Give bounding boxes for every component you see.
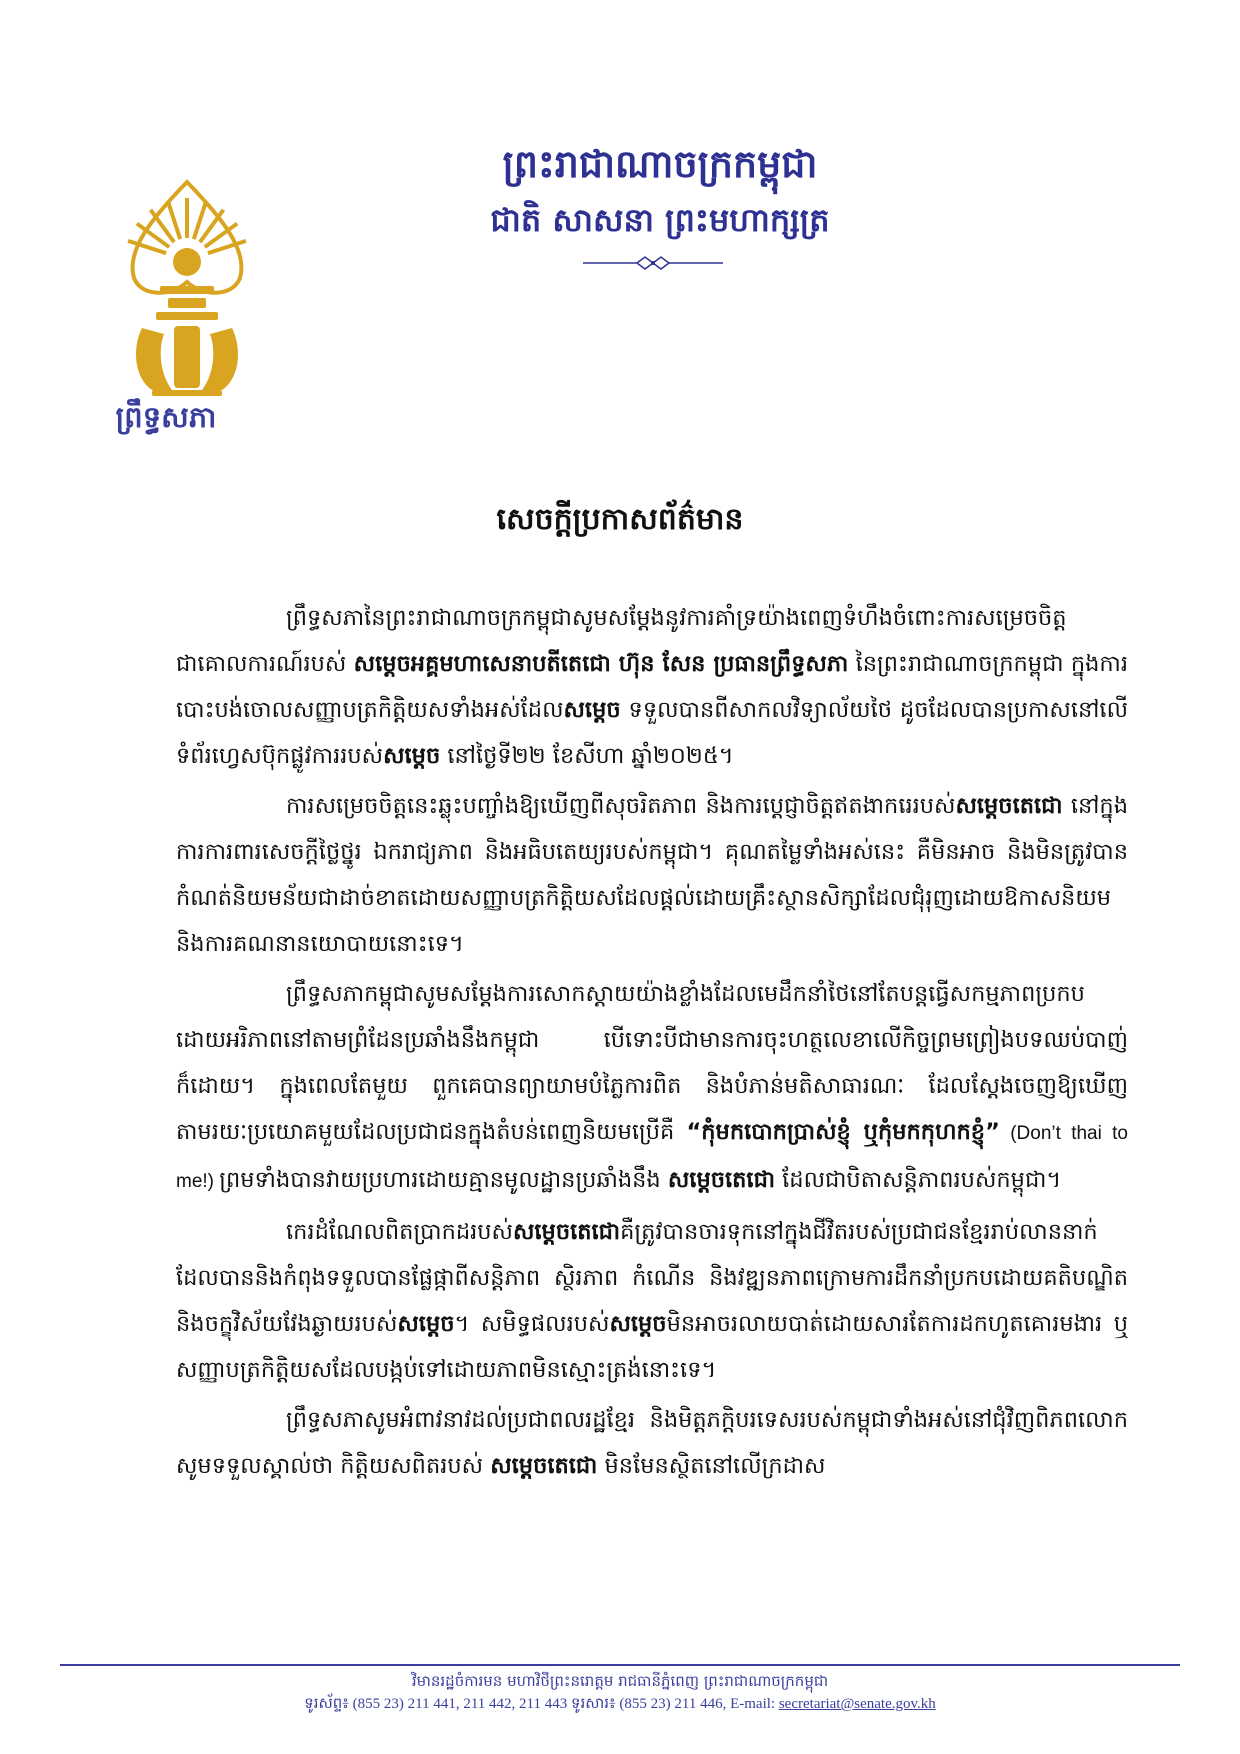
bold-name: សម្តេចតេជោ: [490, 1453, 598, 1479]
bold-name: សម្តេចអគ្គមហាសេនាបតីតេជោ ហ៊ុន សែន ប្រធានព្រឹទ្ធសភា: [353, 651, 849, 677]
bold-name: សម្តេចតេជោ: [667, 1167, 775, 1193]
kingdom-heading: ព្រះរាជាណាចក្រកម្ពុជា: [502, 142, 818, 186]
paragraph-3: ព្រឹទ្ធសភាកម្ពុជាសូមសម្តែងការសោកស្តាយយ៉ាងខ្លាំងដែលមេដឹកនាំថៃនៅតែបន្តធ្វើសកម្មភាពប្រកបដោយអរិភាពនៅតាមព្រំដែនប្រឆាំងនឹងកម្ពុជា បើទោះបីជាមានការចុះហត្ថលេខាលើកិច្ចព្រមព្រៀងបទឈប់បាញ់ក៏ដោយ។ ក្នុងពេលតែមួយ ពួកគេបានព្យាយាមបំភ្លៃការពិត និងបំភាន់មតិសាធារណៈ ដែលស្តែងចេញឱ្យឃើញតាមរយៈប្រយោគមួយដែលប្រជាជនក្នុងតំបន់ពេញនិយមប្រើគឺ “កុំមកបោកប្រាស់ខ្ញុំ ឬកុំមកកុហកខ្ញុំ” (Don’t thai to me!) ព្រមទាំងបានវាយប្រហារដោយគ្មានមូលដ្ឋានប្រឆាំងនឹង សម្តេចតេជោ ដែលជាបិតាសន្តិភាពរបស់កម្ពុជា។: [176, 981, 1129, 1193]
bold-name: សម្តេច: [383, 743, 441, 769]
document-title: សេចក្តីប្រកាសព័ត៌មាន: [496, 502, 744, 537]
tel-numbers: (855 23) 211 441, 211 442, 211 443: [352, 1696, 568, 1712]
fax-label: ទូរសារ៖: [570, 1696, 616, 1712]
email-label: E-mail:: [730, 1696, 776, 1712]
paragraph-1: ព្រឹទ្ធសភានៃព្រះរាជាណាចក្រកម្ពុជាសូមសម្តែងនូវការគាំទ្រយ៉ាងពេញទំហឹងចំពោះការសម្រេចចិត្តជាគោលការណ៍របស់ សម្តេចអគ្គមហាសេនាបតីតេជោ ហ៊ុន សែន ប្រធានព្រឹទ្ធសភា នៃព្រះរាជាណាចក្រកម្ពុជា ក្នុងការបោះបង់ចោលសញ្ញាបត្រកិត្តិយសទាំងអស់ដែលសម្តេច ទទួលបានពីសាកលវិទ្យាល័យថៃ ដូចដែលបានប្រកាសនៅលើទំព័រហ្វេសប៊ុកផ្លូវការរបស់សម្តេច នៅថ្ងៃទី២២ ខែសីហា ឆ្នាំ២០២៥។: [176, 605, 1128, 769]
tel-label: ទូរស័ព្ទ៖: [304, 1696, 349, 1712]
footer-divider: [60, 1664, 1180, 1666]
bold-quote: “កុំមកបោកប្រាស់ខ្ញុំ ឬកុំមកកុហកខ្ញុំ”: [686, 1119, 1000, 1145]
email-link[interactable]: secretariat@senate.gov.kh: [778, 1696, 936, 1712]
english-phrase: (Don’t thai to me!): [176, 1123, 1129, 1192]
bold-name: សម្តេចតេជោ: [512, 1219, 621, 1245]
document-body: [176, 595, 1128, 1493]
footer-address: វិមានរដ្ឋចំការមន មហាវិថីព្រះនរោត្តម រាជធានីភ្នំពេញ ព្រះរាជាណាចក្រកម្ពុជា: [411, 1672, 829, 1690]
footer-contact: [200, 1694, 1040, 1716]
org-name: ព្រឹទ្ធសភា: [115, 400, 217, 434]
senate-emblem-icon: [112, 178, 262, 398]
bold-name: សម្តេចតេជោ: [955, 793, 1063, 819]
bold-name: សម្តេច: [609, 1311, 667, 1337]
bold-name: សម្តេច: [563, 697, 621, 723]
fax-number: (855 23) 211 446,: [619, 1696, 727, 1712]
paragraph-2: ការសម្រេចចិត្តនេះឆ្លុះបញ្ចាំងឱ្យឃើញពីសុចរិតភាព និងការប្តេជ្ញាចិត្តឥតងាករេរបស់សម្តេចតេជោ នៅក្នុងការការពារសេចក្តីថ្លៃថ្នូរ ឯករាជ្យភាព និងអធិបតេយ្យរបស់កម្ពុជា។ គុណតម្លៃទាំងអស់នេះ គឺមិនអាច និងមិនត្រូវបានកំណត់និយមន័យជាដាច់ខាតដោយសញ្ញាបត្រកិត្តិយសដែលផ្តល់ដោយគ្រឹះស្ថានសិក្សាដែលជុំរុញដោយឱកាសនិយម និងការគណនានយោបាយនោះទេ។: [176, 793, 1128, 957]
paragraph-5: ព្រឹទ្ធសភាសូមអំពាវនាវដល់ប្រជាពលរដ្ឋខ្មែរ និងមិត្តភក្តិបរទេសរបស់កម្ពុជាទាំងអស់នៅជុំវិញពិភពលោក សូមទទួលស្គាល់ថា កិត្តិយសពិតរបស់ សម្តេចតេជោ មិនមែនស្ថិតនៅលើក្រដាស: [176, 1407, 1128, 1479]
national-motto: ជាតិ សាសនា ព្រះមហាក្សត្រ: [490, 201, 830, 239]
paragraph-4: កេរដំណែលពិតប្រាកដរបស់សម្តេចតេជោគឺត្រូវបានចារទុកនៅក្នុងជីវិតរបស់ប្រជាជនខ្មែររាប់លាននាក់ដែលបាននិងកំពុងទទួលបានផ្លែផ្កាពីសន្តិភាព ស្ថិរភាព កំណើន និងវឌ្ឍនភាពក្រោមការដឹកនាំប្រកបដោយគតិបណ្ឌិត និងចក្ខុវិស័យវែងឆ្ងាយរបស់សម្តេច។ សមិទ្ធផលរបស់សម្តេចមិនអាចរលាយបាត់ដោយសារតែការដកហូតគោរមងារ ឬសញ្ញាបត្រកិត្តិយសដែលបង្កប់ទៅដោយភាពមិនស្មោះត្រង់នោះទេ។: [176, 1219, 1129, 1383]
bold-name: សម្តេច: [397, 1311, 455, 1337]
divider-ornament-icon: [583, 255, 723, 271]
